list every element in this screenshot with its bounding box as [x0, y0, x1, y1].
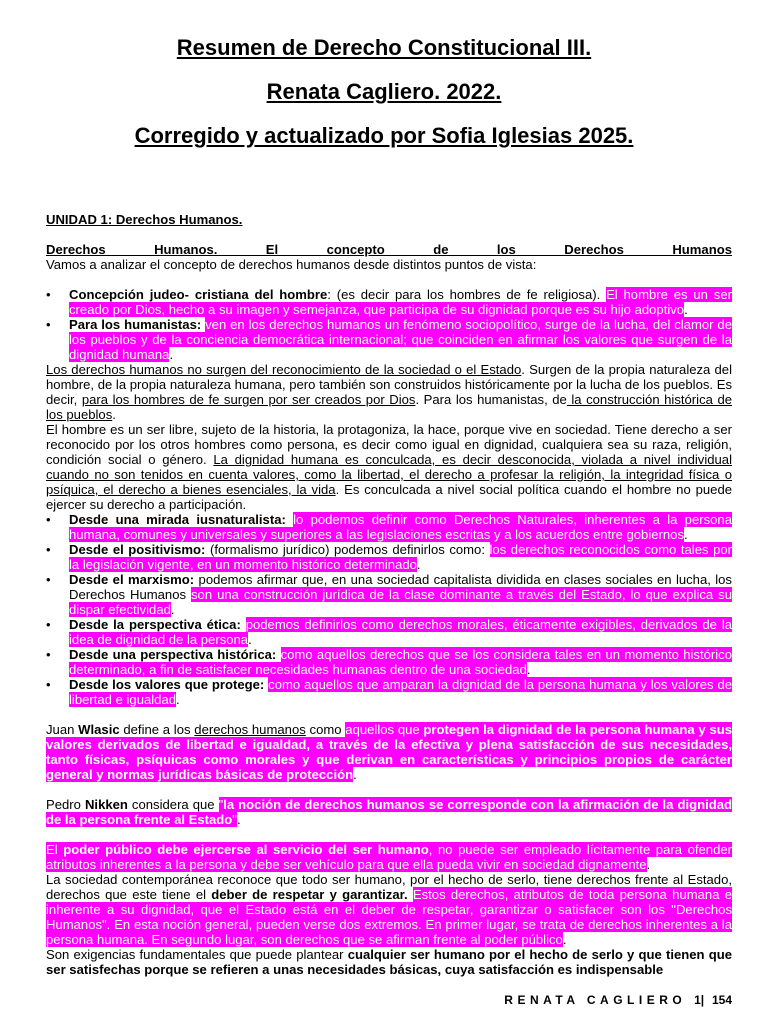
list-item-text: (formalismo jurídico) podemos definirlos como: [205, 542, 490, 557]
author-name: Nikken [84, 797, 128, 812]
highlighted-text: ven en los derechos humanos un fenómeno sociopolítico, surge de la lucha, del clamor de los pueblos y de la conciencia democrática internacional; que coinciden en afirmar los valores que surgen de la dignidad humana [69, 317, 732, 362]
underlined-text: Los derechos humanos no surgen del reconocimiento de la sociedad o el Estado [46, 362, 522, 377]
document-title: Resumen de Derecho Constitucional III. [176, 35, 592, 60]
paragraph-text: . Para los humanistas, de [415, 392, 567, 407]
section-heading: Derechos Humanos. El concepto de los Derechos Humanos [46, 242, 732, 257]
paragraph-text: considera que [127, 797, 219, 812]
list-item-label: Desde los valores que protege: [69, 677, 265, 692]
list-item [46, 617, 732, 647]
list-item-label: Desde una perspectiva histórica: [69, 647, 277, 662]
list-item [46, 572, 732, 617]
highlighted-bold-text: la noción de derechos humanos se corresponde con la afirmación de la dignidad de la persona frente al Estado [46, 797, 732, 827]
highlighted-bold-text: protegen la dignidad de la persona humana y sus valores derivados de libertad e igualdad, a través de la efectiva y plena satisfacción de sus necesidades, tanto físicas, psíquicas como morales y que derivan en características y principios propios de carácter general y normas jurídicas básicas de protección [46, 722, 733, 782]
footer-page-number: 1 [694, 993, 701, 1007]
list-item-label: Concepción judeo- cristiana del hombre [69, 287, 328, 302]
list-item-text: podemos afirmar que, en una sociedad capitalista dividida en clases sociales en lucha, los Derechos Humanos [69, 572, 732, 602]
footer-separator: | [700, 993, 705, 1007]
paragraph-text: . [646, 857, 651, 872]
underlined-text: la construcción histórica de los pueblos [46, 392, 733, 422]
paragraph-text: Pedro [46, 797, 85, 812]
demands-paragraph [46, 947, 732, 977]
wlasic-paragraph [46, 722, 732, 782]
highlighted-bold-text: poder público debe ejercerse al servicio del ser humano [63, 842, 429, 857]
list-item-tail: . [170, 602, 175, 617]
list-item-label: Desde la perspectiva ética: [69, 617, 241, 632]
list-item-tail: . [169, 347, 174, 362]
highlighted-text: El hombre es un ser creado por Dios, hecho a su imagen y semejanza, que participa de su dignidad porque es su hijo adoptivo [69, 287, 732, 317]
nikken-paragraph [46, 797, 732, 827]
list-item-tail: . [248, 632, 252, 647]
highlighted-text: lo podemos definir como Derechos Naturales, inherentes a la persona humana, comunes y universales y superiores a las legislaciones escritas y a los acuerdos entre gobiernos [69, 512, 732, 542]
paragraph-text: como [305, 722, 346, 737]
unit-heading: UNIDAD 1: Derechos Humanos. [46, 212, 243, 227]
human-paragraph [46, 422, 732, 512]
paragraph-text: Son exigencias fundamentales que puede plantear [46, 947, 348, 962]
highlighted-text: aquellos que [345, 722, 424, 737]
list-item [46, 647, 732, 677]
paragraph-text: Juan [46, 722, 79, 737]
list-item [46, 287, 732, 317]
bold-text: cualquier ser humano por el hecho de serlo y que tienen que ser satisfechas porque se refieren a unas necesidades básicas, cuya satisfacción es indispensable [46, 947, 732, 977]
origin-paragraph [46, 362, 732, 422]
page-footer [504, 993, 732, 1007]
highlighted-text: " [218, 797, 224, 812]
paragraph-text: . [562, 932, 567, 947]
paragraph-text: define a los [119, 722, 195, 737]
highlighted-text: , no puede ser empleado lícitamente para ofender atributos inherentes a la persona y debe ser vehículo para que ella pueda vivir en sociedad dignamente [46, 842, 732, 872]
highlighted-text: los derechos reconocidos como tales por la legislación vigente, en un momento histórico determinado [69, 542, 733, 572]
list-item-label: Desde el positivismo: [69, 542, 206, 557]
list-item-text: : (es decir para los hombres de fe religiosa). [327, 287, 607, 302]
paragraph-text: . [236, 812, 241, 827]
bold-text: deber de respetar y garantizar. [211, 887, 408, 902]
document-body [46, 212, 732, 977]
list-item [46, 512, 732, 542]
underlined-text: La dignidad humana es conculcada, es decir desconocida, violada a nivel individual cuando no son tenidos en cuenta valores, como la libertad, el derecho a profesar la religión, la integridad física o psíquica, el derecho a bienes esenciales, la vida [46, 452, 732, 497]
author-name: Wlasic [78, 722, 120, 737]
list-item [46, 542, 732, 572]
underlined-text: para los hombres de fe surgen por ser creados por Dios [81, 392, 416, 407]
footer-author: RENATA CAGLIERO [504, 993, 687, 1007]
highlighted-text: son una construcción jurídica de la clase dominante a través del Estado, lo que explica su dispar efectividad [69, 587, 732, 617]
miradas-list [46, 512, 732, 707]
footer-page-total: 154 [711, 993, 732, 1007]
highlighted-text: como aquellos que amparan la dignidad de la persona humana y los valores de libertad e igualdad [69, 677, 733, 707]
list-item-tail: . [416, 557, 421, 572]
paragraph-text: . Surgen de la propia naturaleza del hombre, de la propia naturaleza humana, pero también son construidos históricamente por la lucha de los pueblos. Es decir, [46, 362, 732, 407]
list-item-label: Desde el marxismo: [69, 572, 195, 587]
public-power-paragraph [46, 842, 732, 872]
list-item-label: Desde una mirada iusnaturalista: [69, 512, 286, 527]
concepciones-list [46, 287, 732, 362]
list-item [46, 317, 732, 362]
list-item-text [276, 647, 280, 662]
underlined-text: derechos humanos [194, 722, 306, 737]
highlighted-text: El [46, 842, 64, 857]
list-item-tail: . [684, 302, 688, 317]
highlighted-text: " [232, 812, 237, 827]
document-revision-line: Corregido y actualizado por Sofia Iglesias 2025. [134, 123, 634, 148]
intro-paragraph: Vamos a analizar el concepto de derechos humanos desde distintos puntos de vista: [46, 257, 537, 272]
highlighted-text: como aquellos derechos que se los considera tales en un momento histórico determinado, a fin de satisfacer necesidades humanas dentro de una sociedad [69, 647, 733, 677]
list-item-text [241, 617, 246, 632]
paragraph-text: . Es conculcada a nivel social política cuando el hombre no puede ejercer su derecho a participación. [46, 482, 733, 512]
list-item [46, 677, 732, 707]
list-item-tail: . [684, 527, 688, 542]
title-block [0, 0, 768, 150]
highlighted-text: podemos definirlos como derechos morales, éticamente exigibles, derivados de la idea de dignidad de la persona [69, 617, 733, 647]
paragraph-text: La sociedad contemporánea reconoce que todo ser humano, por el hecho de serlo, tiene derechos frente al Estado, derechos que este tiene el [46, 872, 732, 902]
document-author-line: Renata Cagliero. 2022. [266, 79, 502, 104]
society-paragraph [46, 872, 732, 947]
list-item-label: Para los humanistas: [69, 317, 202, 332]
list-item-tail: . [176, 692, 180, 707]
list-item-tail: . [526, 662, 531, 677]
paragraph-text: . [112, 407, 116, 422]
paragraph-text: . [353, 767, 357, 782]
highlighted-text: Estos derechos, atributos de toda persona humana e inherente a su dignidad, que el Estado está en el deber de respetar, garantizar o satisfacer son los "Derechos Humanos". En esta noción general, pueden verse dos extremos. En primer lugar, se trata de derechos inherentes a la persona humana. En segundo lugar, son derechos que se afirman frente al poder público [46, 887, 733, 947]
paragraph-text: El hombre es un ser libre, sujeto de la historia, la protagoniza, la hace, porque vive en sociedad. Tiene derecho a ser reconocido por los otros hombres como persona, es decir como igual en dignidad, cualquiera sea su raza, religión, condición social o género. [46, 422, 732, 467]
